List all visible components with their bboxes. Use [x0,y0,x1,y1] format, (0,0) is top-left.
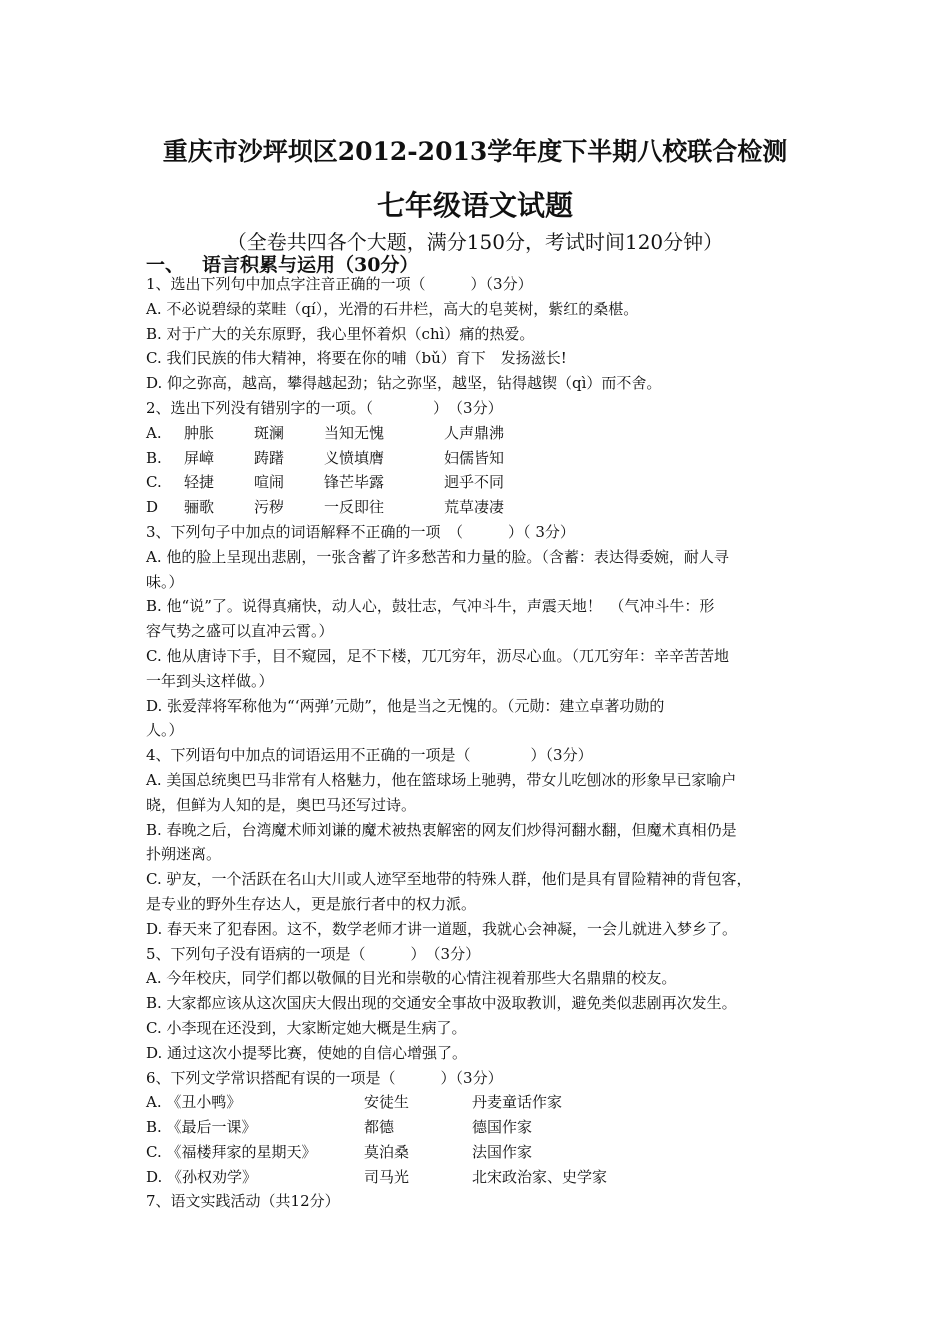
q1-option-c: C. 我们民族的伟大精神，将要在你的哺（bǔ）育下 发扬滋长! [146,349,567,368]
q2-row [146,446,816,471]
q5-stem: 5、下列句子没有语病的一项是（ ） （3分） [146,944,481,963]
q2-word: 污秽 [254,498,285,517]
q1-stem: 1、选出下列句中加点字注音正确的一项（ ）（3分） [146,275,533,293]
q1-option-d: D. 仰之弥高，越高，攀得越起劲；钻之弥坚，越坚，钻得越锲（qì）而不舍。 [146,374,662,393]
q3-option-a-cont: 味。） [146,572,184,591]
q3-option-a: A. 他的脸上呈现出悲剧，一张含蓄了许多愁苦和力量的脸。（含蓄：表达得委婉，耐人寻 [146,547,729,566]
q2-row [146,470,816,495]
q2-word: 肿胀 [184,423,215,442]
q6-desc: 法国作家 [472,1142,533,1161]
q2-word: 骊歌 [184,498,215,517]
exam-subtitle: 七年级语文试题 [376,189,573,222]
q6-work: B. 《最后一课》 [146,1118,257,1137]
q5-option-c: C. 小李现在还没到，大家断定她大概是生病了。 [146,1018,467,1037]
section-number: 一、 [146,254,185,276]
q6-work: D. 《孙权劝学》 [146,1167,258,1186]
q6-row [146,1115,816,1140]
q1-option-b: B. 对于广大的关东原野，我心里怀着炽（chì）痛的热爱。 [146,324,535,343]
q2-row [146,421,816,446]
q6-author: 安徒生 [364,1093,410,1112]
q2-word: 妇儒皆知 [444,448,505,467]
q2-word: 屏嶂 [184,448,215,467]
q4-option-c-cont: 是专业的野外生存达人，更是旅行者中的权力派。 [146,894,477,913]
q3-option-b: B. 他“说”了。说得真痛快，动人心，鼓壮志，气冲斗牛，声震天地！ （气冲斗牛：形 [146,597,715,616]
q6-desc: 北宋政治家、史学家 [472,1167,608,1186]
q2-stem: 2、选出下列没有错别字的一项。（ ） （3分） [146,398,503,417]
section-title: 语言积累与运用（30分） [202,254,419,276]
q2-word: 轻捷 [184,473,215,492]
q4-option-a: A. 美国总统奥巴马非常有人格魅力，他在篮球场上驰骋，带女儿吃刨冰的形象早已家喻户 [146,770,737,789]
q2-word: 锋芒毕露 [324,473,385,492]
q2-word: 喧闹 [254,473,285,492]
q2-word: 义愤填膺 [324,448,385,467]
q4-stem: 4、下列语句中加点的词语运用不正确的一项是（ ）（3分） [146,746,593,765]
q7-stem: 7、语文实践活动（共12分） [146,1192,340,1211]
q2-word: 荒草凄凄 [444,498,505,517]
q6-work: C. 《福楼拜家的星期天》 [146,1142,317,1161]
q6-desc: 德国作家 [472,1118,533,1137]
q6-author: 司马光 [364,1167,410,1186]
question-list [146,272,816,1214]
q2-word: 人声鼎沸 [444,423,505,442]
q2-letter: C. [146,473,162,492]
q4-option-b: B. 春晚之后，台湾魔术师刘谦的魔术被热衷解密的网友们炒得河翻水翻，但魔术真相仍是 [146,820,737,839]
exam-note: （全卷共四各个大题，满分150分，考试时间120分钟） [226,230,724,254]
q6-author: 都德 [364,1118,395,1137]
q6-work: A. 《丑小鸭》 [146,1093,242,1112]
q2-word: 斑澜 [254,423,285,442]
q2-letter: B. [146,448,162,467]
q6-author: 莫泊桑 [364,1142,410,1161]
q6-stem: 6、下列文学常识搭配有误的一项是（ ）（3分） [146,1068,503,1087]
q2-word: 一反即往 [324,498,385,517]
q3-stem: 3、下列句子中加点的词语解释不正确的一项 （ ）（ 3分） [146,522,575,541]
q4-option-d: D. 春天来了犯春困。这不，数学老师才讲一道题，我就心会神凝，一会儿就进入梦乡了。 [146,919,738,938]
q3-option-d-cont: 人。） [146,721,184,740]
q5-option-a: A. 今年校庆，同学们都以敬佩的目光和崇敬的心情注视着那些大名鼎鼎的校友。 [146,969,677,988]
q2-word: 踌躇 [254,448,285,467]
q3-option-b-cont: 容气势之盛可以直冲云霄。） [146,622,334,641]
q6-row [146,1165,816,1190]
q1-option-a: A. 不必说碧绿的菜畦（qí），光滑的石井栏，高大的皂荚树，紫红的桑椹。 [146,299,639,318]
q3-option-c-cont: 一年到头这样做。） [146,671,274,690]
q6-row [146,1090,816,1115]
q2-letter: A. [146,423,162,442]
q5-option-d: D. 通过这次小提琴比赛，使她的自信心增强了。 [146,1043,468,1062]
q4-option-c: C. 驴友，一个活跃在名山大川或人迹罕至地带的特殊人群，他们是具有冒险精神的背包客， [146,870,752,889]
q6-row [146,1140,816,1165]
q6-desc: 丹麦童话作家 [472,1093,563,1112]
q2-word: 迥乎不同 [444,473,505,492]
q2-row [146,495,816,520]
q2-word: 当知无愧 [324,423,385,442]
q5-option-b: B. 大家都应该从这次国庆大假出现的交通安全事故中汲取教训，避免类似悲剧再次发生。 [146,994,737,1013]
q3-option-d: D. 张爱萍将军称他为“‘两弹’元勋”，他是当之无愧的。（元勋：建立卓著功勋的 [146,696,665,715]
q4-option-a-cont: 晓，但鲜为人知的是，奥巴马还写过诗。 [146,795,417,814]
q4-option-b-cont: 扑朔迷离。 [146,845,222,864]
exam-title: 重庆市沙坪坝区2012-2013学年度下半期八校联合检测 [162,137,788,166]
q3-option-c: C. 他从唐诗下手，目不窥园，足不下楼，兀兀穷年，沥尽心血。（兀兀穷年：辛辛苦苦地 [146,646,729,665]
q2-letter: D [146,498,159,517]
